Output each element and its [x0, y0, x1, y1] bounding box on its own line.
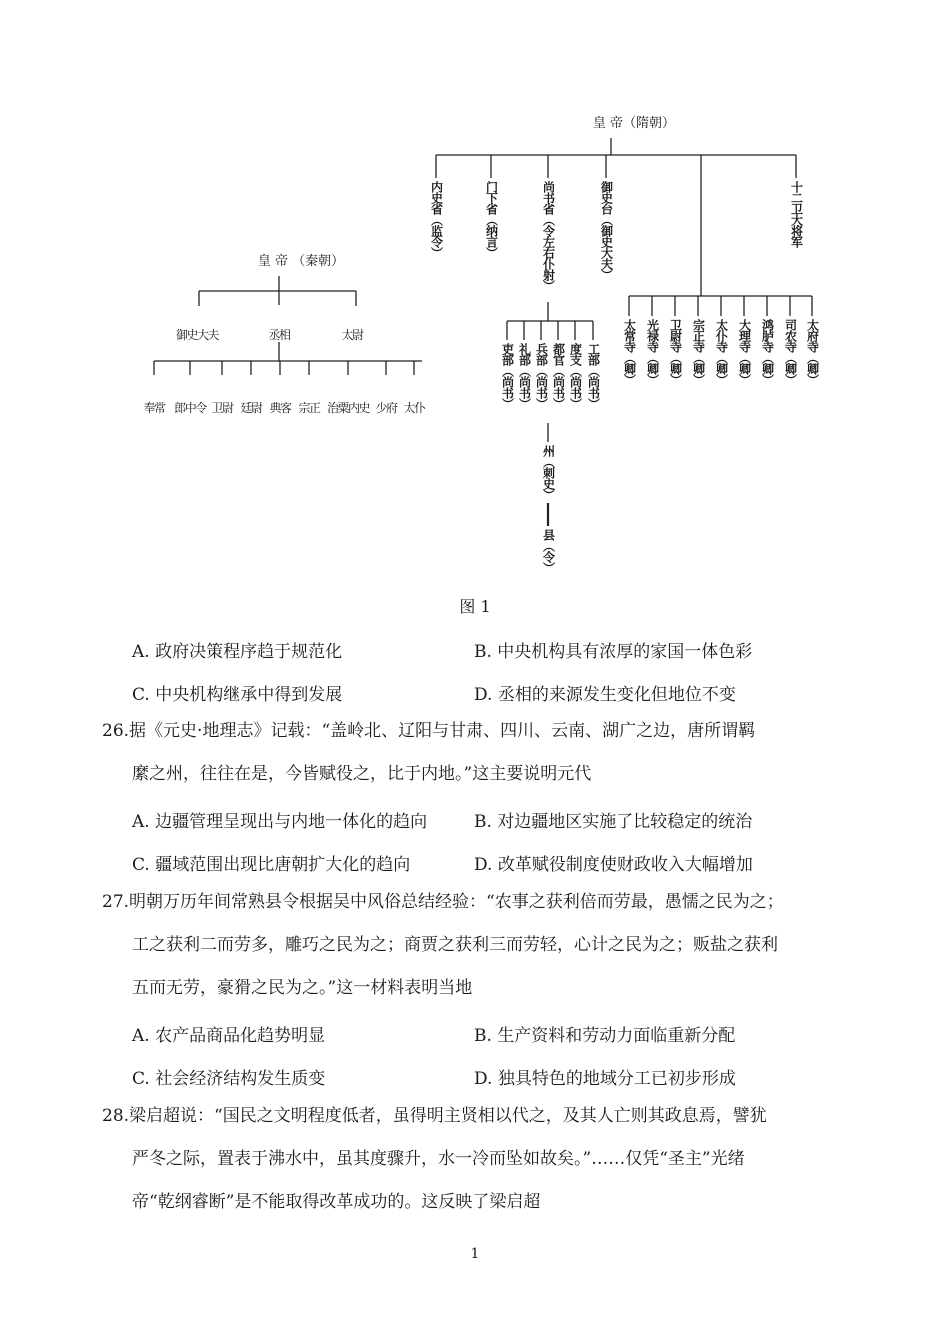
- q27-option-c: C. 社会经济结构发生质变: [132, 1069, 326, 1089]
- q26-stem-line1: 26.据《元史·地理志》记载：“盖岭北、辽阳与甘肃、四川、云南、湖广之边，唐所谓羁: [102, 721, 756, 741]
- temple-dali: 大理寺（卿）: [737, 319, 752, 385]
- qin-minister-zongzheng: 宗正: [298, 401, 320, 415]
- temple-honglu: 鸿胪寺（卿）: [760, 319, 775, 385]
- qin-minister-dianke: 典客: [269, 401, 291, 415]
- q27-option-a: A. 农产品商品化趋势明显: [132, 1026, 326, 1046]
- qin-minister-langzhongling: 郎中令: [174, 401, 206, 415]
- q27-stem-line1: 27.明朝万历年间常熟县令根据吴中风俗总结经验：“农事之获利倍而劳最，愚懦之民为之；: [102, 892, 784, 912]
- ministry-bing: 兵部（尚书）: [534, 343, 549, 409]
- q27-option-b: B. 生产资料和劳动力面临重新分配: [474, 1026, 736, 1046]
- temple-zongzheng: 宗正寺（卿）: [691, 319, 706, 385]
- q26-option-b: B. 对边疆地区实施了比较稳定的统治: [474, 812, 753, 832]
- page-number: 1: [470, 1246, 480, 1262]
- q25-option-c: C. 中央机构继承中得到发展: [132, 685, 343, 705]
- figure-1: [0, 0, 950, 640]
- q27-stem-line2: 工之获利二而劳多，雕巧之民为之；商贾之获利三而劳轻，心计之民为之；贩盐之获利: [132, 935, 778, 955]
- q26-option-d: D. 改革赋役制度使财政收入大幅增加: [474, 855, 753, 875]
- ministry-duguan: 都官（尚书）: [551, 343, 566, 409]
- qin-chengxiang: 丞相: [268, 328, 290, 342]
- department-shangshu: 尚书省（令左右仆射）: [541, 181, 556, 291]
- q25-option-b: B. 中央机构具有浓厚的家国一体色彩: [474, 642, 753, 662]
- q26-stem-line2: 縻之州，往往在是，今皆赋役之，比于内地。”这主要说明元代: [132, 764, 592, 784]
- department-menxia: 门下省（纳言）: [484, 181, 499, 258]
- qin-minister-shaofu: 少府: [375, 401, 397, 415]
- qin-emperor-label: 皇 帝 （秦朝）: [257, 254, 345, 269]
- figure-caption: 图 1: [459, 597, 491, 616]
- q26-option-c: C. 疆域范围出现比唐朝扩大化的趋向: [132, 855, 411, 875]
- q26-option-a: A. 边疆管理呈现出与内地一体化的趋向: [132, 812, 428, 832]
- org-chart-lines: [0, 0, 950, 600]
- local-zhou: 州（刺史）: [541, 445, 556, 500]
- temple-taifu: 太府寺（卿）: [805, 319, 820, 385]
- department-twelve-guards: 十二卫大将军: [789, 181, 804, 247]
- temple-weiwei: 卫尉寺（卿）: [668, 319, 683, 385]
- department-yushitai: 御史台（御史大夫）: [599, 181, 614, 280]
- temple-taipu: 太仆寺（卿）: [714, 319, 729, 385]
- q25-option-a: A. 政府决策程序趋于规范化: [132, 642, 343, 662]
- temple-sinong: 司农寺（卿）: [783, 319, 798, 385]
- ministry-duzhi: 度支（尚书）: [568, 343, 583, 409]
- qin-minister-fengchang: 奉常: [143, 401, 165, 415]
- department-neishi: 内史省（监令）: [429, 181, 444, 258]
- q25-option-d: D. 丞相的来源发生变化但地位不变: [474, 685, 736, 705]
- qin-minister-zhisu-neishi: 治粟内史: [326, 401, 370, 415]
- qin-minister-tingwei: 廷尉: [240, 401, 262, 415]
- local-xian: 县（令）: [541, 529, 556, 573]
- qin-minister-weiwei: 卫尉: [211, 401, 233, 415]
- sui-emperor-label: 皇 帝（隋朝）: [592, 116, 676, 131]
- q27-stem-line3: 五而无劳，豪猾之民为之。”这一材料表明当地: [132, 978, 473, 998]
- qin-minister-taipu: 太仆: [403, 401, 425, 415]
- qin-taiwei: 太尉: [341, 328, 363, 342]
- ministry-gong: 工部（尚书）: [586, 343, 601, 409]
- ministry-li-personnel: 吏部（尚书）: [500, 343, 515, 409]
- temple-taichang: 太常寺（卿）: [622, 319, 637, 385]
- q28-stem-line1: 28.梁启超说：“国民之文明程度低者，虽得明主贤相以代之，及其人亡则其政息焉，譬犹: [102, 1106, 767, 1126]
- ministry-li-rites: 礼部（尚书）: [517, 343, 532, 409]
- q28-stem-line2: 严冬之际，置表于沸水中，虽其度骤升，水一冷而坠如故矣。”……仅凭“圣主”光绪: [132, 1149, 745, 1169]
- qin-yushi-dafu: 御史大夫: [175, 328, 219, 342]
- temple-guanglu: 光禄寺（卿）: [645, 319, 660, 385]
- q27-option-d: D. 独具特色的地域分工已初步形成: [474, 1069, 736, 1089]
- q28-stem-line3: 帝“乾纲睿断”是不能取得改革成功的。这反映了梁启超: [132, 1192, 541, 1212]
